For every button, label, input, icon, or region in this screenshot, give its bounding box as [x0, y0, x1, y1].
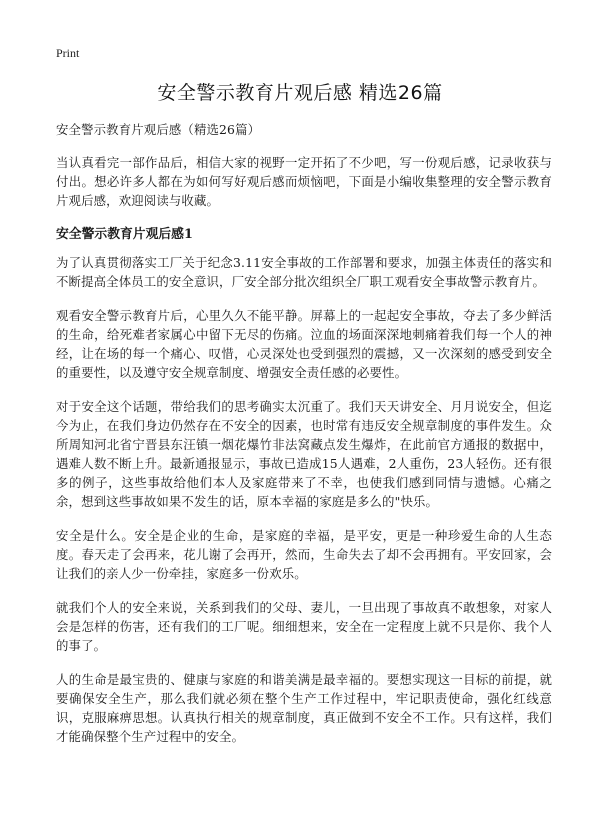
body-paragraph: 人的生命是最宝贵的、健康与家庭的和谐美满是最幸福的。要想实现这一目标的前提，就要确保安全生产，那么我们就必须在整个生产工作过程中，牢记职责使命，强化红线意识，克服麻痹思想。认真执行相关的规章制度，真正做到不安全不工作。只有这样，我们才能确保整个生产过程中的安全。: [56, 672, 552, 744]
body-paragraph: 观看安全警示教育片后，心里久久不能平静。屏幕上的一起起安全事故，夺去了多少鲜活的生命，给死难者家属心中留下无尽的伤痛。泣血的场面深深地刺痛着我们每一个人的神经，让在场的每一个痛心、叹惜，心灵深处也受到强烈的震撼，又一次深刻的感受到安全的重要性，以及遵守安全规章制度、增强安全责任感的必要性。: [56, 308, 552, 380]
print-label: Print: [56, 46, 80, 60]
body-paragraph: 安全是什么。安全是企业的生命，是家庭的幸福，是平安，更是一种珍爱生命的人生态度。春天走了会再来，花儿谢了会再开，然而，生命失去了却不会再拥有。平安回家，会让我们的亲人少一份牵挂，家庭多一份欢乐。: [56, 528, 552, 581]
body-paragraph: 就我们个人的安全来说，关系到我们的父母、妻儿，一旦出现了事故真不敢想象，对家人会是怎样的伤害，还有我们的工厂呢。细细想来，安全在一定程度上就不只是你、我个人的事了。: [56, 600, 552, 653]
body-paragraph: 为了认真贯彻落实工厂关于纪念3.11安全事故的工作部署和要求，加强主体责任的落实和不断提高全体员工的安全意识，厂安全部分批次组织全厂职工观看安全事故警示教育片。: [56, 255, 552, 289]
section-heading: 安全警示教育片观后感1: [56, 227, 193, 242]
article-body: [56, 120, 552, 761]
body-paragraph: 对于安全这个话题，带给我们的思考确实太沉重了。我们天天讲安全、月月说安全，但迄今为止，在我们身边仍然存在不安全的因素，也时常有违反安全规章制度的事件发生。众所周知河北省宁晋县东汪镇一烟花爆竹非法窝藏点发生爆炸，在此前官方通报的数据中，遇难人数不断上升。最新通报显示，事故已造成15人遇难，2人重伤，23人轻伤。还有很多的例子，这些事故给他们本人及家庭带来了不幸，也使我们感到同情与遗憾。心痛之余，想到这些事故如果不发生的话，原本幸福的家庭是多么的"快乐。: [56, 399, 552, 509]
article-subtitle: 安全警示教育片观后感（精选26篇）: [56, 122, 261, 137]
page-title: 安全警示教育片观后感 精选26篇: [157, 82, 443, 104]
intro-paragraph: 当认真看完一部作品后，相信大家的视野一定开拓了不少吧，写一份观后感，记录收获与付出。想必许多人都在为如何写好观后感而烦恼吧，下面是小编收集整理的安全警示教育片观后感，欢迎阅读与收藏。: [56, 155, 552, 208]
